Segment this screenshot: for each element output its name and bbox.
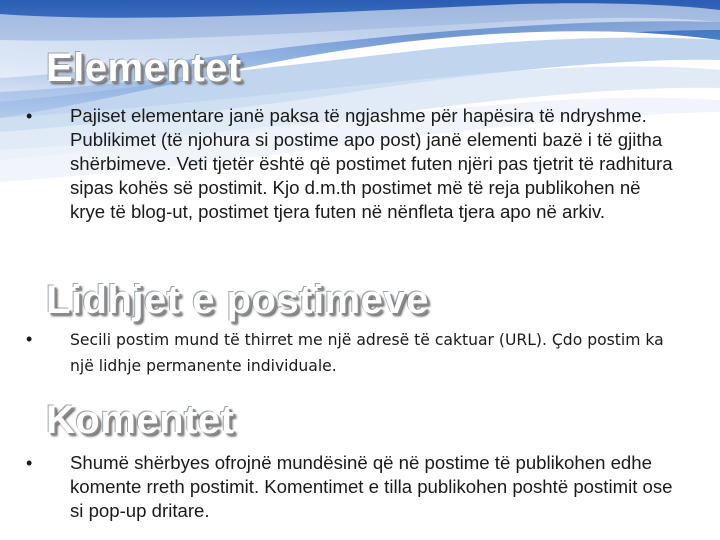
section-heading-lidhjet: Lidhjet e postimeve [46,278,429,322]
section-heading-komentet: Komentet [46,398,235,442]
section-heading-elementet: Elementet [46,46,242,90]
bullet-text-lidhjet: Secili postim mund të thirret me një adresë të caktuar (URL). Çdo postim ka një lidhje permanente individuale. [70,331,664,375]
bullet-item-komentet [26,451,674,523]
bullet-marker: • [26,329,33,349]
bullet-item-lidhjet [26,327,674,379]
bullet-item-elementet [26,104,674,224]
bullet-text-elementet: Pajiset elementare janë paksa të ngjashme për hapësira të ndryshme. Publikimet (të njohura si postime apo post) janë elementi bazë i të gjitha shërbimeve. Veti tjetër është që postimet futen njëri pas tjetrit të radhitura sipas kohës së postimit. Kjo d.m.th postimet më të reja publikohen në krye të blog-ut, postimet tjera futen në nënfleta tjera apo në arkiv. [70,105,673,222]
bullet-marker: • [26,453,33,473]
bullet-text-komentet: Shumë shërbyes ofrojnë mundësinë që në postime të publikohen edhe komente rreth postimit. Komentimet e tilla publikohen poshtë postimit ose si pop-up dritare. [70,452,673,521]
bullet-marker: • [26,106,33,126]
